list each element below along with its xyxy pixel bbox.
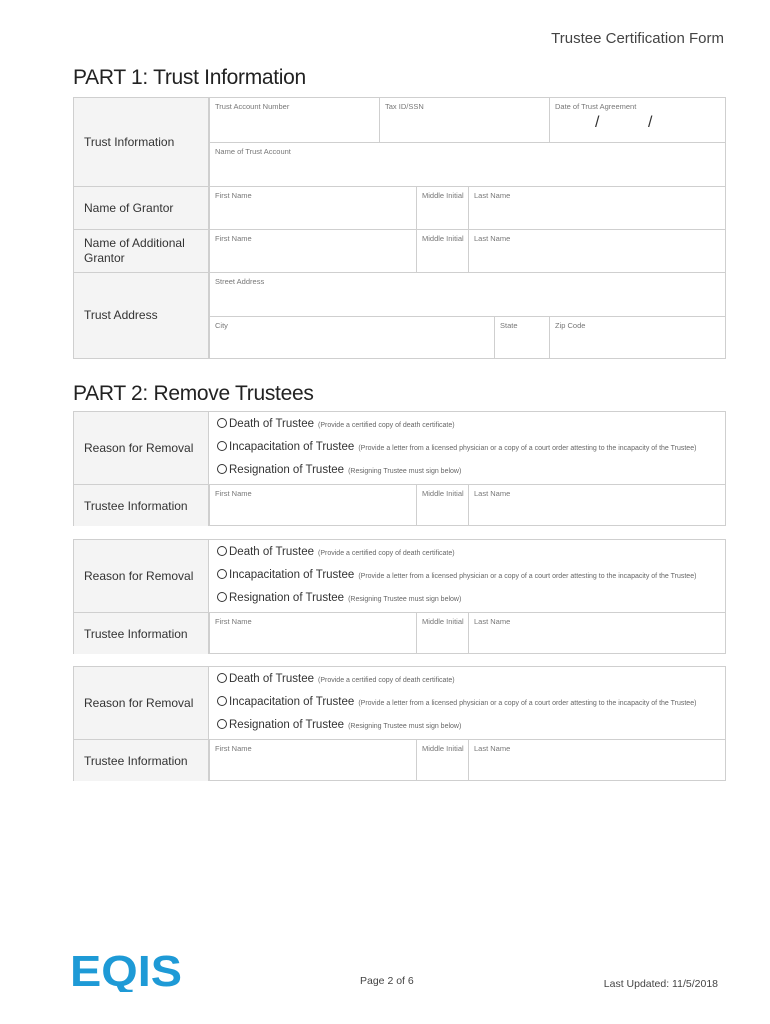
trustee-last-name-field[interactable]	[468, 485, 726, 526]
first-name-label: First Name	[215, 617, 252, 626]
last-updated: Last Updated: 11/5/2018	[603, 978, 718, 990]
incapacitation-label: Incapacitation of Trustee	[229, 696, 355, 708]
trustee-info-label: Trustee Information	[84, 627, 188, 641]
last-name-label: Last Name	[474, 234, 511, 243]
reason-label: Reason for Removal	[84, 441, 194, 455]
death-option[interactable]	[217, 673, 455, 685]
resignation-note: (Resigning Trustee must sign below)	[348, 723, 462, 730]
incapacitation-option[interactable]	[217, 569, 696, 581]
row-label-cell	[74, 412, 209, 484]
middle-initial-label: Middle Initial	[422, 234, 464, 243]
trust-info-table	[73, 97, 726, 359]
additional-grantor-row	[74, 229, 725, 272]
middle-initial-label: Middle Initial	[422, 744, 464, 753]
trustee-last-name-field[interactable]	[468, 613, 726, 654]
first-name-label: First Name	[215, 234, 252, 243]
radio-icon[interactable]	[217, 569, 227, 579]
trustee-info-row	[74, 484, 725, 526]
trustee-first-name-field[interactable]	[209, 613, 416, 654]
incapacitation-label: Incapacitation of Trustee	[229, 441, 355, 453]
incapacitation-option[interactable]	[217, 696, 696, 708]
additional-grantor-last-name-field[interactable]	[468, 230, 726, 272]
grantor-last-name-field[interactable]	[468, 187, 726, 229]
radio-icon[interactable]	[217, 464, 227, 474]
death-note: (Provide a certified copy of death certificate)	[318, 677, 455, 684]
row-label-cell	[74, 273, 209, 358]
incapacitation-note: (Provide a letter from a licensed physician or a copy of a court order attesting to the incapacity of the Trustee)	[358, 573, 697, 580]
radio-icon[interactable]	[217, 418, 227, 428]
middle-initial-label: Middle Initial	[422, 617, 464, 626]
incapacitation-note: (Provide a letter from a licensed physician or a copy of a court order attesting to the incapacity of the Trustee)	[358, 445, 697, 452]
incapacitation-option[interactable]	[217, 441, 696, 453]
resignation-note: (Resigning Trustee must sign below)	[348, 468, 462, 475]
death-option[interactable]	[217, 418, 455, 430]
trust-account-number-field[interactable]	[209, 98, 379, 142]
trustee-info-row	[74, 739, 725, 781]
trustee-info-row	[74, 612, 725, 654]
remove-trustee-block	[73, 666, 726, 781]
tax-id-label: Tax ID/SSN	[385, 102, 424, 111]
tax-id-field[interactable]	[379, 98, 549, 142]
first-name-label: First Name	[215, 489, 252, 498]
city-label: City	[215, 321, 228, 330]
date-of-trust-field[interactable]	[549, 98, 726, 142]
zip-code-field[interactable]	[549, 316, 726, 358]
resignation-option[interactable]	[217, 719, 461, 731]
street-address-label: Street Address	[215, 277, 265, 286]
reason-label: Reason for Removal	[84, 569, 194, 583]
part2-title: PART 2: Remove Trustees	[73, 382, 314, 405]
first-name-label: First Name	[215, 191, 252, 200]
last-name-label: Last Name	[474, 617, 511, 626]
name-of-trust-account-field[interactable]	[209, 142, 726, 186]
death-note: (Provide a certified copy of death certificate)	[318, 422, 455, 429]
row-label-cell	[74, 230, 209, 272]
grantor-middle-initial-field[interactable]	[416, 187, 468, 229]
part1-title: PART 1: Trust Information	[73, 66, 306, 89]
state-field[interactable]	[494, 316, 549, 358]
zip-code-label: Zip Code	[555, 321, 586, 330]
date-separator: /	[648, 114, 653, 131]
trust-address-row	[74, 272, 725, 358]
radio-icon[interactable]	[217, 696, 227, 706]
resignation-option[interactable]	[217, 464, 461, 476]
reason-label: Reason for Removal	[84, 696, 194, 710]
middle-initial-label: Middle Initial	[422, 191, 464, 200]
logo-text: EQIS	[70, 948, 182, 992]
last-name-label: Last Name	[474, 744, 511, 753]
date-of-trust-label: Date of Trust Agreement	[555, 102, 637, 111]
trustee-last-name-field[interactable]	[468, 740, 726, 781]
resignation-label: Resignation of Trustee	[229, 464, 345, 476]
resignation-label: Resignation of Trustee	[229, 592, 345, 604]
trustee-info-label: Trustee Information	[84, 499, 188, 513]
grantor-first-name-field[interactable]	[209, 187, 416, 229]
death-option[interactable]	[217, 546, 455, 558]
reason-row	[74, 540, 725, 612]
grantor-label: Name of Grantor	[84, 201, 174, 215]
date-separator: /	[595, 114, 600, 131]
incapacitation-label: Incapacitation of Trustee	[229, 569, 355, 581]
reason-row	[74, 412, 725, 484]
additional-grantor-label: Name of Additional Grantor	[84, 236, 185, 265]
row-label-cell	[74, 485, 209, 526]
trust-info-row	[74, 98, 725, 186]
row-label-cell	[74, 613, 209, 654]
death-label: Death of Trustee	[229, 546, 315, 558]
remove-trustee-block	[73, 411, 726, 526]
first-name-label: First Name	[215, 744, 252, 753]
radio-icon[interactable]	[217, 546, 227, 556]
state-label: State	[500, 321, 518, 330]
trustee-first-name-field[interactable]	[209, 740, 416, 781]
additional-grantor-middle-initial-field[interactable]	[416, 230, 468, 272]
row-label-cell	[74, 740, 209, 781]
additional-grantor-first-name-field[interactable]	[209, 230, 416, 272]
last-name-label: Last Name	[474, 191, 511, 200]
resignation-note: (Resigning Trustee must sign below)	[348, 596, 462, 603]
death-label: Death of Trustee	[229, 673, 315, 685]
row-label-cell	[74, 187, 209, 229]
trustee-middle-initial-field[interactable]	[416, 740, 468, 781]
radio-icon[interactable]	[217, 673, 227, 683]
resignation-option[interactable]	[217, 592, 461, 604]
city-field[interactable]	[209, 316, 494, 358]
trust-address-label: Trust Address	[84, 308, 158, 322]
form-title: Trustee Certification Form	[551, 30, 724, 47]
trust-info-label: Trust Information	[84, 135, 175, 149]
row-label-cell	[74, 540, 209, 612]
radio-icon[interactable]	[217, 441, 227, 451]
name-of-trust-account-label: Name of Trust Account	[215, 147, 291, 156]
trustee-middle-initial-field[interactable]	[416, 485, 468, 526]
resignation-label: Resignation of Trustee	[229, 719, 345, 731]
grantor-row	[74, 186, 725, 229]
radio-icon[interactable]	[217, 719, 227, 729]
death-label: Death of Trustee	[229, 418, 315, 430]
reason-row	[74, 667, 725, 739]
trustee-info-label: Trustee Information	[84, 754, 188, 768]
incapacitation-note: (Provide a letter from a licensed physician or a copy of a court order attesting to the incapacity of the Trustee)	[358, 700, 697, 707]
trust-account-number-label: Trust Account Number	[215, 102, 290, 111]
page-number: Page 2 of 6	[360, 975, 414, 987]
remove-trustee-block	[73, 539, 726, 654]
street-address-field[interactable]	[209, 273, 726, 316]
eqis-logo	[70, 948, 185, 997]
radio-icon[interactable]	[217, 592, 227, 602]
death-note: (Provide a certified copy of death certificate)	[318, 550, 455, 557]
row-label-cell	[74, 98, 209, 186]
last-name-label: Last Name	[474, 489, 511, 498]
row-label-cell	[74, 667, 209, 739]
middle-initial-label: Middle Initial	[422, 489, 464, 498]
trustee-first-name-field[interactable]	[209, 485, 416, 526]
trustee-middle-initial-field[interactable]	[416, 613, 468, 654]
